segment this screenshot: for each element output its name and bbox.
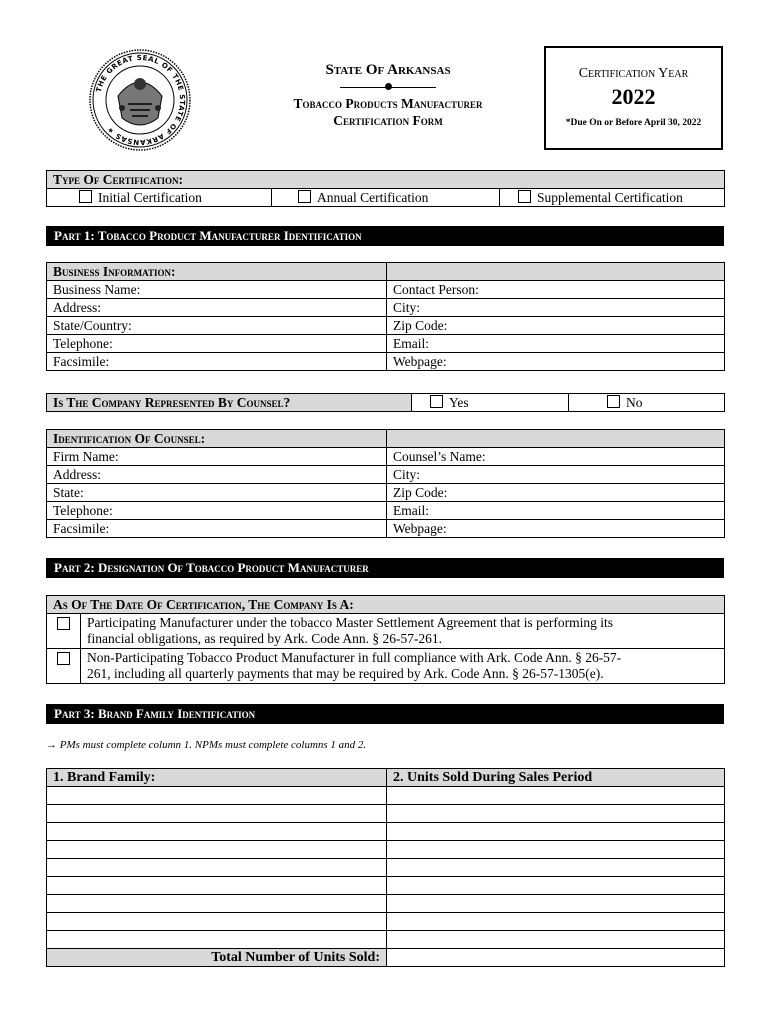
brand-family-cell[interactable] — [47, 823, 387, 841]
units-sold-cell[interactable] — [387, 895, 725, 913]
counsel-heading-blank — [387, 430, 725, 448]
form-title: State Of Arkansas — [325, 62, 451, 78]
brand-family-column-header: 1. Brand Family: — [47, 769, 387, 787]
units-sold-cell[interactable] — [387, 841, 725, 859]
part3-heading-bar: Part 3: Brand Family Identification — [46, 704, 724, 724]
designation-table — [46, 595, 725, 684]
form-subtitle-line1: Tobacco Products Manufacturer — [293, 96, 483, 111]
brand-family-cell[interactable] — [47, 787, 387, 805]
supplemental-certification-label: Supplemental Certification — [537, 189, 683, 205]
npm-option-cell[interactable] — [47, 649, 81, 684]
part2-heading-bar: Part 2: Designation Of Tobacco Product Manufacturer — [46, 558, 724, 578]
part3-instruction-note: → PMs must complete column 1. NPMs must complete columns 1 and 2. — [46, 739, 367, 751]
brand-family-table — [46, 768, 725, 967]
counsel-city-field[interactable]: City: — [387, 466, 725, 484]
counsel-email-field[interactable]: Email: — [387, 502, 725, 520]
brand-family-cell[interactable] — [47, 877, 387, 895]
business-webpage-field[interactable]: Webpage: — [387, 353, 725, 371]
business-state-country-field[interactable]: State/Country: — [47, 317, 387, 335]
non-participating-manufacturer-checkbox[interactable] — [57, 652, 70, 665]
counsel-yes-checkbox[interactable] — [430, 395, 443, 408]
pm-text-line2: financial obligations, as required by Ark. Code Ann. § 26-57-261. — [87, 631, 443, 646]
due-date-note: *Due On or Before April 30, 2022 — [565, 118, 702, 128]
counsel-webpage-field[interactable]: Webpage: — [387, 520, 725, 538]
units-sold-cell[interactable] — [387, 913, 725, 931]
annual-certification-label: Annual Certification — [317, 189, 429, 205]
units-sold-column-header: 2. Units Sold During Sales Period — [387, 769, 725, 787]
certification-year-box — [544, 46, 723, 150]
counsel-facsimile-field[interactable]: Facsimile: — [47, 520, 387, 538]
type-of-certification-table — [46, 170, 725, 207]
designation-heading: As Of The Date Of Certification, The Company Is A: — [47, 596, 725, 614]
business-heading-blank — [387, 263, 725, 281]
initial-certification-option[interactable] — [47, 189, 272, 207]
counsel-zip-field[interactable]: Zip Code: — [387, 484, 725, 502]
business-zip-field[interactable]: Zip Code: — [387, 317, 725, 335]
counsel-no-checkbox[interactable] — [607, 395, 620, 408]
title-ornament — [250, 79, 526, 95]
business-telephone-field[interactable]: Telephone: — [47, 335, 387, 353]
units-sold-cell[interactable] — [387, 859, 725, 877]
form-subtitle-line2: Certification Form — [333, 113, 443, 128]
non-participating-manufacturer-text — [81, 649, 725, 684]
certification-year-label: Certification Year — [578, 66, 689, 81]
pm-option-cell[interactable] — [47, 614, 81, 649]
units-sold-cell[interactable] — [387, 823, 725, 841]
annual-certification-option[interactable] — [272, 189, 500, 207]
brand-family-cell[interactable] — [47, 931, 387, 949]
initial-certification-checkbox[interactable] — [79, 190, 92, 203]
svg-text:THE GREAT SEAL OF THE STATE OF: THE GREAT SEAL OF THE STATE OF ARKANSAS ★ — [94, 53, 187, 147]
type-of-certification-heading: Type Of Certification: — [47, 171, 725, 189]
counsel-yes-label: Yes — [449, 394, 469, 410]
initial-certification-label: Initial Certification — [98, 189, 202, 205]
annual-certification-checkbox[interactable] — [298, 190, 311, 203]
business-information-heading: Business Information: — [47, 263, 387, 281]
counsel-no-label: No — [626, 394, 643, 410]
npm-text-line1: Non-Participating Tobacco Product Manufacturer in full compliance with Ark. Code Ann. § 26-57- — [87, 650, 622, 665]
business-name-field[interactable]: Business Name: — [47, 281, 387, 299]
business-address-field[interactable]: Address: — [47, 299, 387, 317]
counsel-name-field[interactable]: Counsel’s Name: — [387, 448, 725, 466]
counsel-yes-option[interactable] — [412, 394, 569, 412]
certification-year-value: 2022 — [611, 84, 656, 109]
counsel-no-option[interactable] — [569, 394, 725, 412]
brand-family-cell[interactable] — [47, 895, 387, 913]
counsel-address-field[interactable]: Address: — [47, 466, 387, 484]
business-information-table — [46, 262, 725, 371]
state-seal-image — [88, 48, 192, 152]
counsel-telephone-field[interactable]: Telephone: — [47, 502, 387, 520]
business-email-field[interactable]: Email: — [387, 335, 725, 353]
participating-manufacturer-checkbox[interactable] — [57, 617, 70, 630]
counsel-question-table — [46, 393, 725, 412]
total-units-label: Total Number of Units Sold: — [47, 949, 387, 967]
units-sold-cell[interactable] — [387, 877, 725, 895]
participating-manufacturer-text — [81, 614, 725, 649]
units-sold-cell[interactable] — [387, 931, 725, 949]
business-facsimile-field[interactable]: Facsimile: — [47, 353, 387, 371]
counsel-state-field[interactable]: State: — [47, 484, 387, 502]
supplemental-certification-checkbox[interactable] — [518, 190, 531, 203]
counsel-firm-name-field[interactable]: Firm Name: — [47, 448, 387, 466]
part1-heading-bar: Part 1: Tobacco Product Manufacturer Identification — [46, 226, 724, 246]
counsel-identification-heading: Identification Of Counsel: — [47, 430, 387, 448]
pm-text-line1: Participating Manufacturer under the tobacco Master Settlement Agreement that is performing its — [87, 615, 613, 630]
business-city-field[interactable]: City: — [387, 299, 725, 317]
counsel-identification-table — [46, 429, 725, 538]
contact-person-field[interactable]: Contact Person: — [387, 281, 725, 299]
units-sold-cell[interactable] — [387, 805, 725, 823]
total-units-field[interactable] — [387, 949, 725, 967]
units-sold-cell[interactable] — [387, 787, 725, 805]
brand-family-cell[interactable] — [47, 805, 387, 823]
npm-text-line2: 261, including all quarterly payments that may be required by Ark. Code Ann. § 26-57-1305(e). — [87, 666, 604, 681]
brand-family-cell[interactable] — [47, 859, 387, 877]
brand-family-cell[interactable] — [47, 841, 387, 859]
form-header — [250, 62, 526, 129]
supplemental-certification-option[interactable] — [500, 189, 725, 207]
counsel-question-label: Is The Company Represented By Counsel? — [47, 394, 412, 412]
brand-family-cell[interactable] — [47, 913, 387, 931]
